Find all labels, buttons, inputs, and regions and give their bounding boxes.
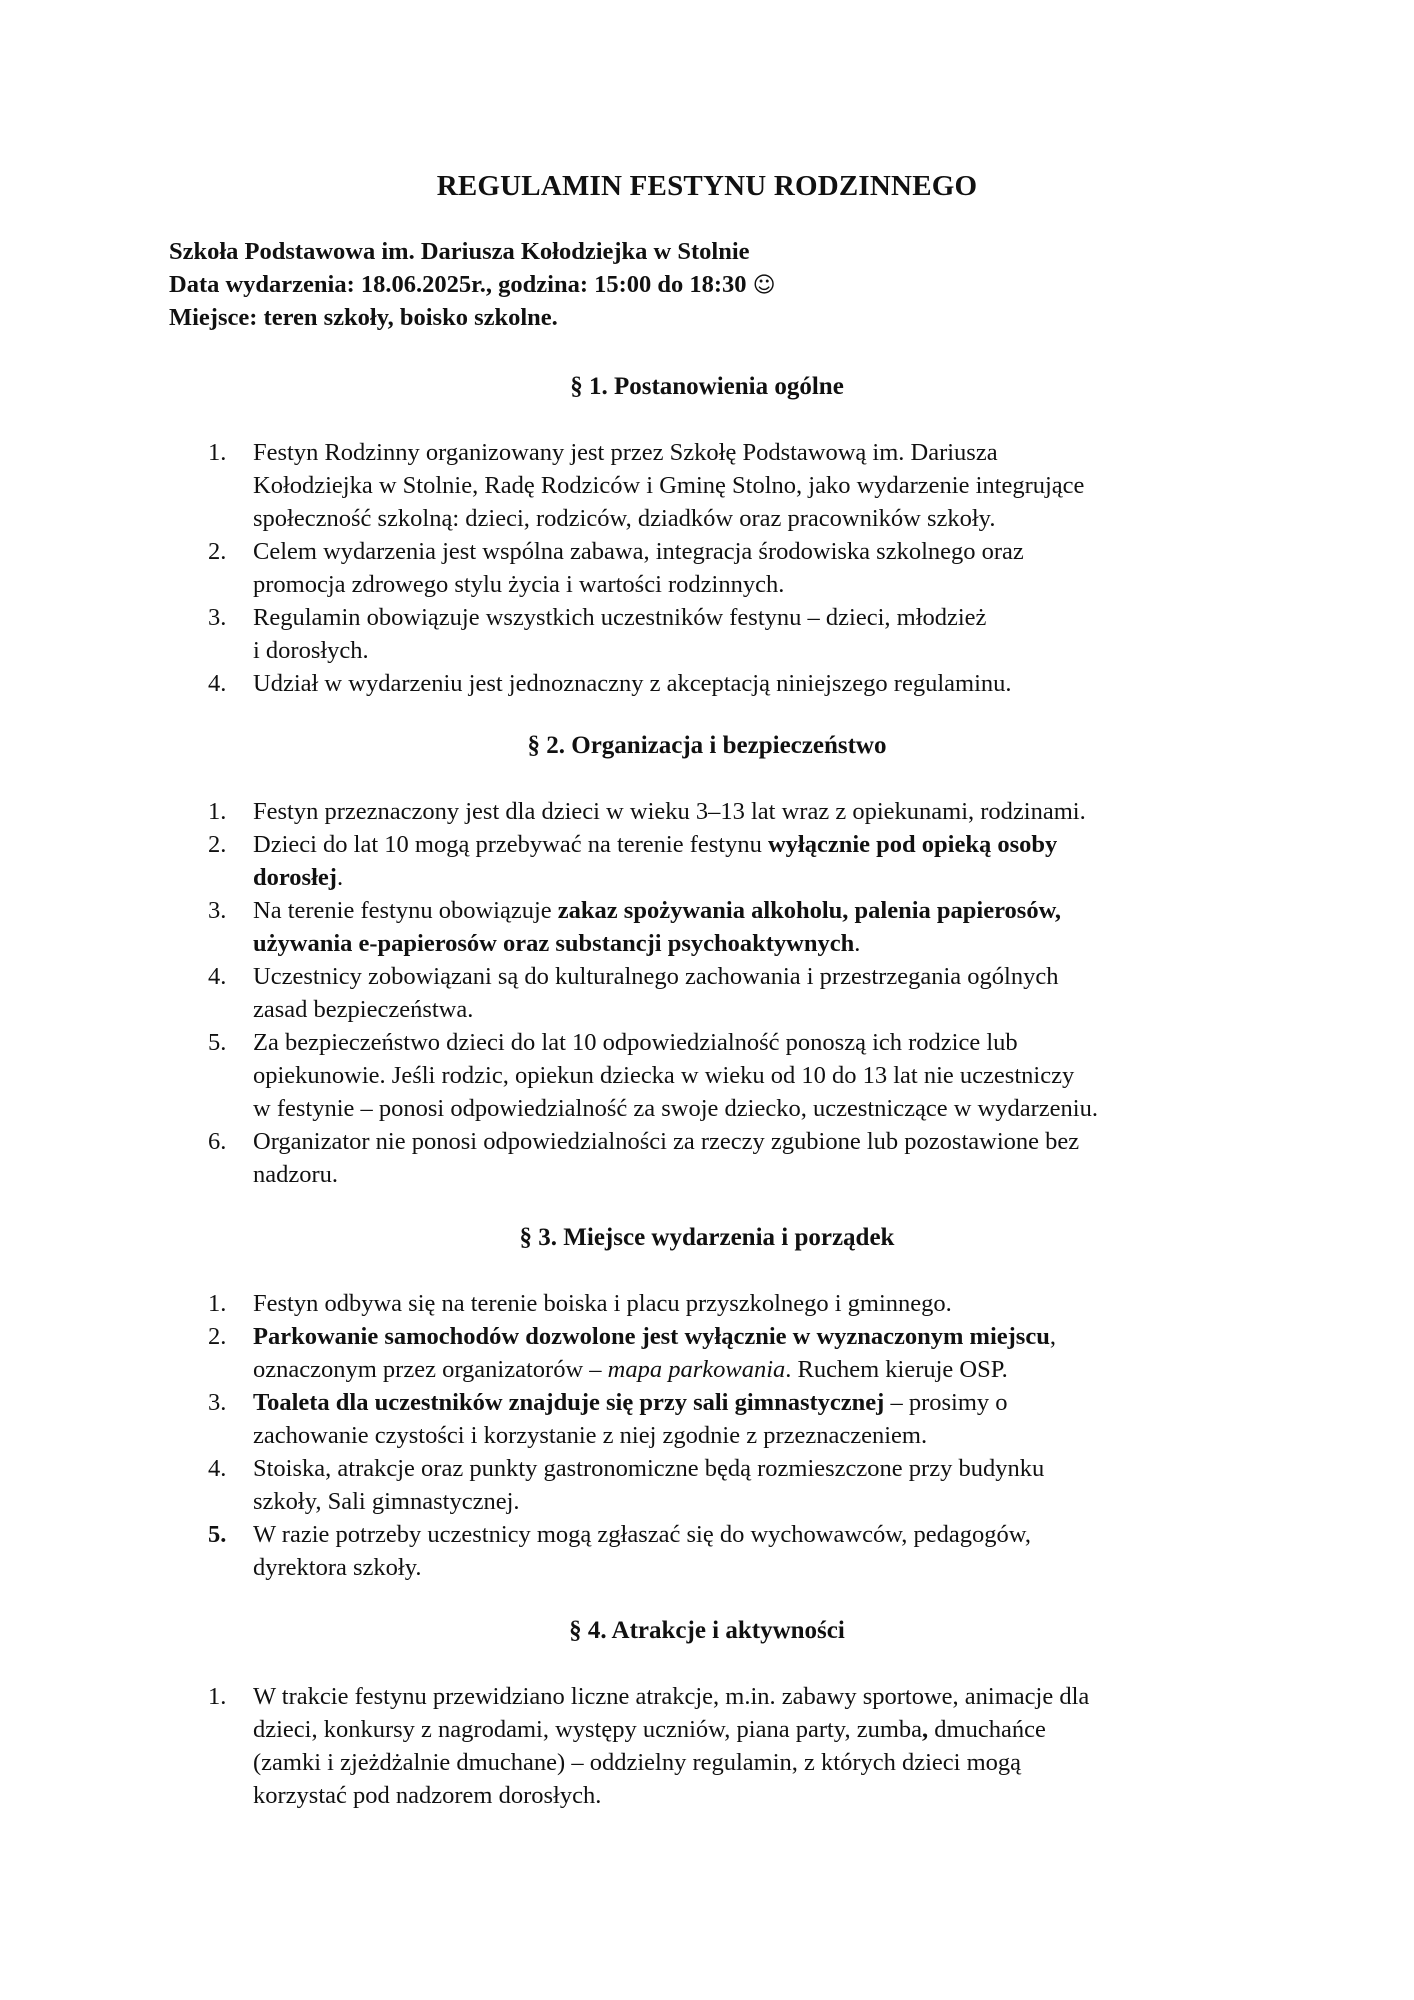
section-4-list bbox=[208, 1680, 1238, 1812]
item-number: 3. bbox=[208, 1389, 227, 1416]
item-text: Na terenie festynu obowiązuje zakaz spożywania alkoholu, palenia papierosów, bbox=[253, 897, 1062, 924]
item-number: 3. bbox=[208, 604, 227, 631]
item-text: zasad bezpieczeństwa. bbox=[253, 996, 474, 1023]
document-title: REGULAMIN FESTYNU RODZINNEGO bbox=[436, 170, 978, 202]
item-text: Stoiska, atrakcje oraz punkty gastronomiczne będą rozmieszczone przy budynku bbox=[253, 1455, 1045, 1482]
list-item bbox=[208, 894, 1238, 960]
list-item bbox=[208, 960, 1238, 1026]
item-text: i dorosłych. bbox=[253, 637, 369, 664]
item-text: Festyn odbywa się na terenie boiska i placu przyszkolnego i gminnego. bbox=[253, 1290, 952, 1317]
item-text: Festyn przeznaczony jest dla dzieci w wieku 3–13 lat wraz z opiekunami, rodzinami. bbox=[253, 798, 1086, 825]
item-text: Toaleta dla uczestników znajduje się przy sali gimnastycznej – prosimy o bbox=[253, 1389, 1008, 1416]
item-text: promocja zdrowego stylu życia i wartości rodzinnych. bbox=[253, 571, 785, 598]
item-number: 5. bbox=[208, 1029, 227, 1056]
school-name: Szkoła Podstawowa im. Dariusza Kołodziejka w Stolnie bbox=[169, 238, 750, 265]
item-number: 2. bbox=[208, 538, 227, 565]
section-1-title: § 1. Postanowienia ogólne bbox=[570, 373, 844, 400]
event-place: Miejsce: teren szkoły, boisko szkolne. bbox=[169, 304, 558, 331]
item-text: nadzoru. bbox=[253, 1161, 339, 1188]
item-number: 1. bbox=[208, 798, 227, 825]
item-text: (zamki i zjeżdżalnie dmuchane) – oddzielny regulamin, z których dzieci mogą bbox=[253, 1749, 1022, 1776]
item-text: społeczność szkolną: dzieci, rodziców, dziadków oraz pracowników szkoły. bbox=[253, 505, 996, 532]
list-item bbox=[208, 828, 1238, 894]
list-item bbox=[208, 667, 1238, 700]
item-text: Festyn Rodzinny organizowany jest przez Szkołę Podstawową im. Dariusza bbox=[253, 439, 998, 466]
item-number: 2. bbox=[208, 1323, 227, 1350]
list-item bbox=[208, 436, 1238, 535]
item-number: 2. bbox=[208, 831, 227, 858]
item-number: 1. bbox=[208, 1683, 227, 1710]
item-text: Parkowanie samochodów dozwolone jest wyłącznie w wyznaczonym miejscu, bbox=[253, 1323, 1056, 1350]
section-4-title: § 4. Atrakcje i aktywności bbox=[569, 1617, 845, 1644]
list-item bbox=[208, 795, 1238, 828]
smiley-icon: ☺ bbox=[752, 272, 776, 298]
list-item bbox=[208, 1026, 1238, 1125]
list-item bbox=[208, 1125, 1238, 1191]
item-text: zachowanie czystości i korzystanie z niej zgodnie z przeznaczeniem. bbox=[253, 1422, 928, 1449]
section-2-title: § 2. Organizacja i bezpieczeństwo bbox=[527, 732, 887, 759]
item-number: 3. bbox=[208, 897, 227, 924]
list-item bbox=[208, 535, 1238, 601]
item-text: Organizator nie ponosi odpowiedzialności za rzeczy zgubione lub pozostawione bez bbox=[253, 1128, 1080, 1155]
section-3-title: § 3. Miejsce wydarzenia i porządek bbox=[519, 1224, 895, 1251]
item-number: 1. bbox=[208, 439, 227, 466]
item-text: W trakcie festynu przewidziano liczne atrakcje, m.in. zabawy sportowe, animacje dla bbox=[253, 1683, 1090, 1710]
list-item bbox=[208, 1320, 1238, 1386]
event-header bbox=[169, 236, 776, 335]
item-number: 4. bbox=[208, 670, 227, 697]
section-1-list bbox=[208, 436, 1238, 700]
list-item bbox=[208, 1386, 1238, 1452]
item-text: Udział w wydarzeniu jest jednoznaczny z akceptacją niniejszego regulaminu. bbox=[253, 670, 1012, 697]
item-text: Za bezpieczeństwo dzieci do lat 10 odpowiedzialność ponoszą ich rodzice lub bbox=[253, 1029, 1018, 1056]
item-number: 4. bbox=[208, 963, 227, 990]
item-number: 5. bbox=[208, 1521, 227, 1548]
item-text: dyrektora szkoły. bbox=[253, 1554, 422, 1581]
event-date-line bbox=[169, 269, 776, 303]
item-text: w festynie – ponosi odpowiedzialność za swoje dziecko, uczestniczące w wydarzeniu. bbox=[253, 1095, 1098, 1122]
event-date: Data wydarzenia: 18.06.2025r., godzina: 15:00 do 18:30 bbox=[169, 270, 747, 298]
item-text: dorosłej. bbox=[253, 864, 344, 891]
list-item bbox=[208, 601, 1238, 667]
list-item bbox=[208, 1518, 1238, 1584]
item-text: Kołodziejka w Stolnie, Radę Rodziców i Gminę Stolno, jako wydarzenie integrujące bbox=[253, 472, 1085, 499]
item-text: używania e-papierosów oraz substancji psychoaktywnych. bbox=[253, 930, 861, 957]
list-item bbox=[208, 1452, 1238, 1518]
item-text: szkoły, Sali gimnastycznej. bbox=[253, 1488, 520, 1515]
item-text: Regulamin obowiązuje wszystkich uczestników festynu – dzieci, młodzież bbox=[253, 604, 987, 631]
item-text: Celem wydarzenia jest wspólna zabawa, integracja środowiska szkolnego oraz bbox=[253, 538, 1024, 565]
item-number: 4. bbox=[208, 1455, 227, 1482]
section-3-list bbox=[208, 1287, 1238, 1584]
list-item bbox=[208, 1287, 1238, 1320]
list-item bbox=[208, 1680, 1238, 1812]
item-text: W razie potrzeby uczestnicy mogą zgłaszać się do wychowawców, pedagogów, bbox=[253, 1521, 1032, 1548]
item-text: oznaczonym przez organizatorów – mapa parkowania. Ruchem kieruje OSP. bbox=[253, 1356, 1008, 1383]
item-number: 1. bbox=[208, 1290, 227, 1317]
item-text: korzystać pod nadzorem dorosłych. bbox=[253, 1782, 602, 1809]
item-number: 6. bbox=[208, 1128, 227, 1155]
item-text: dzieci, konkursy z nagrodami, występy uczniów, piana party, zumba, dmuchańce bbox=[253, 1716, 1046, 1743]
item-text: opiekunowie. Jeśli rodzic, opiekun dziecka w wieku od 10 do 13 lat nie uczestniczy bbox=[253, 1062, 1075, 1089]
item-text: Uczestnicy zobowiązani są do kulturalnego zachowania i przestrzegania ogólnych bbox=[253, 963, 1059, 990]
section-2-list bbox=[208, 795, 1238, 1191]
item-text: Dzieci do lat 10 mogą przebywać na terenie festynu wyłącznie pod opieką osoby bbox=[253, 831, 1058, 858]
